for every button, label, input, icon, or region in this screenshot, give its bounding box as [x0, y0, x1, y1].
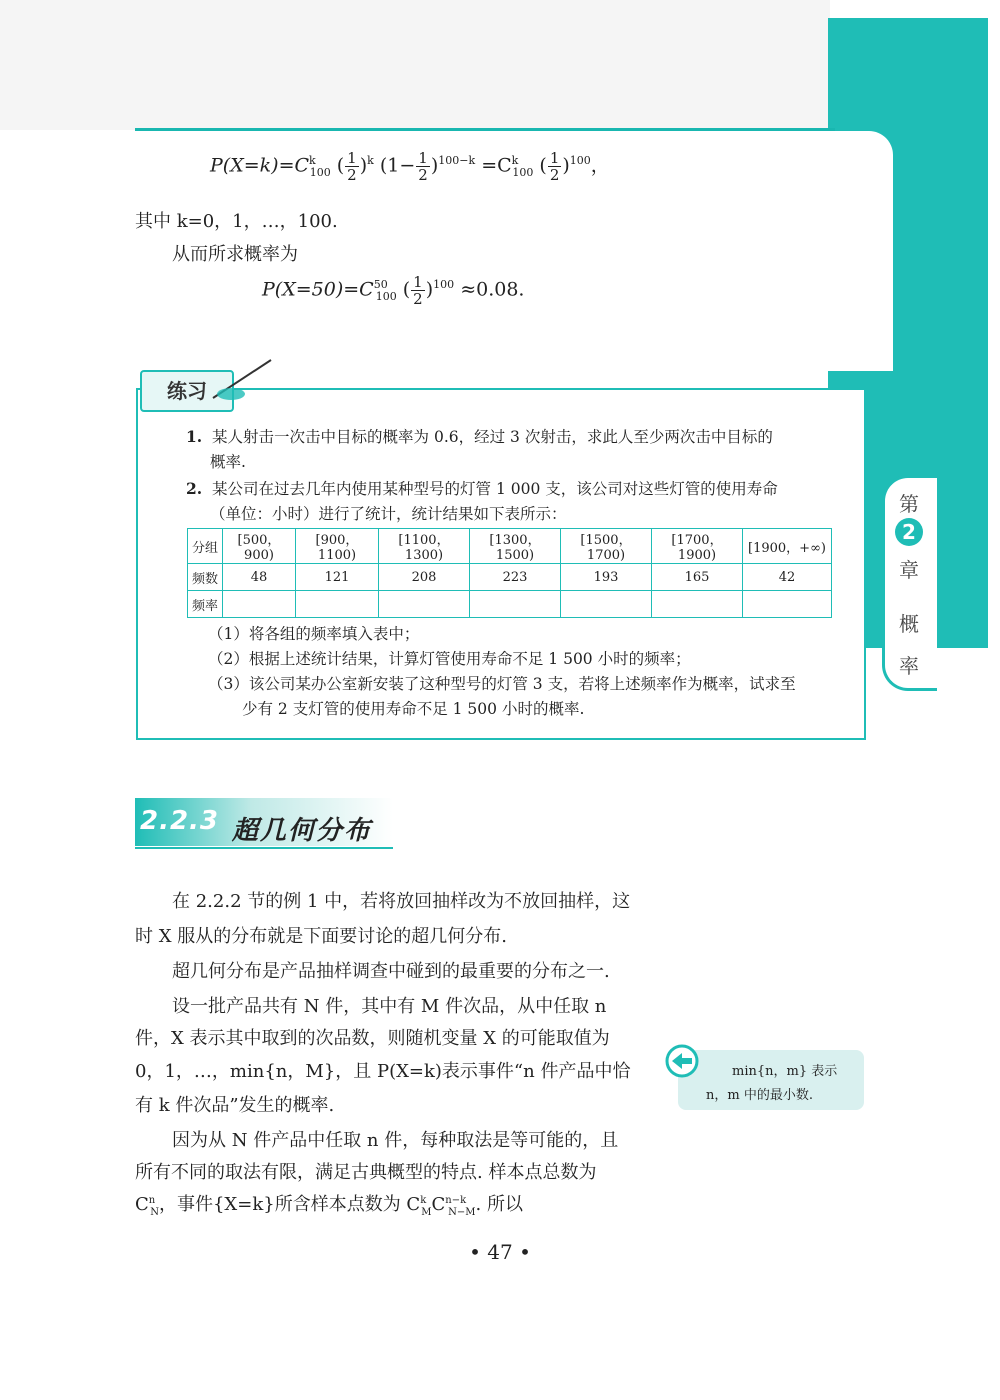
chapter-title-char: 概 — [899, 612, 919, 636]
page-number: • 47 • — [469, 1240, 531, 1264]
section-title: 超几何分布 — [232, 816, 373, 846]
paragraph-line: 设一批产品共有 N 件，其中有 M 件次品，从中任取 n — [172, 996, 607, 1017]
frequency-table — [187, 528, 832, 618]
table-cell: 208 — [379, 564, 470, 591]
paragraph-line: 有 k 件次品”发生的概率. — [135, 1095, 335, 1116]
paragraph-line: 所有不同的取法有限，满足古典概型的特点. 样本点总数为 — [135, 1162, 597, 1183]
table-cell — [296, 591, 379, 618]
table-cell — [379, 591, 470, 618]
exercise-item: 1. 某人射击一次击中目标的概率为 0.6，经过 3 次射击，求此人至少两次击中目标的 — [186, 427, 773, 446]
table-cell: 121 — [296, 564, 379, 591]
paragraph-line: 0，1，…，min{n，M}，且 P(X=k)表示事件“n 件产品中恰 — [135, 1061, 631, 1082]
binomial-formula: $P(X=k)=C^k_{100}$ ( $\frac{1}{2}$ )$^k$ (1− $\frac{1}{2}$ )$^{100-k} =C^k_{100}$ ( $\frac{1}{2}$ )$^{100}$， — [210, 149, 610, 184]
header-divider — [135, 128, 835, 131]
exercise-item: 2. 某公司在过去几年内使用某种型号的灯管 1 000 支，该公司对这些灯管的使用寿命 — [186, 479, 778, 498]
exercise-label: 练习 — [140, 370, 234, 412]
sub-question: （3）该公司某办公室新安装了这种型号的灯管 3 支，若将上述频率作为概率，试求至 — [208, 675, 796, 693]
table-row — [188, 529, 832, 564]
table-cell: [1300，1500) — [470, 529, 561, 564]
table-cell — [470, 591, 561, 618]
text-line: 其中 k=0，1，…，100. — [135, 211, 338, 232]
chapter-title-char: 率 — [899, 654, 919, 678]
table-cell: [1500，1700) — [561, 529, 652, 564]
paragraph-line: 时 X 服从的分布就是下面要讨论的超几何分布. — [135, 926, 507, 947]
table-row — [188, 564, 832, 591]
table-cell: 42 — [743, 564, 832, 591]
table-cell — [561, 591, 652, 618]
table-cell — [652, 591, 743, 618]
paragraph-line: 超几何分布是产品抽样调查中碰到的最重要的分布之一. — [172, 961, 610, 982]
chapter-number-badge: 2 — [895, 518, 923, 546]
table-cell: 223 — [470, 564, 561, 591]
paragraph-line: 因为从 N 件产品中任取 n 件，每种取法是等可能的，且 — [172, 1130, 619, 1151]
chapter-label-char: 第 — [899, 492, 919, 516]
table-cell — [223, 591, 296, 618]
probability-formula: $P(X=50)=C^{50}_{100}$ ( $\frac{1}{2}$ )$^{100}$ ≈0.08. — [262, 273, 525, 308]
chapter-tab — [882, 475, 937, 691]
table-cell: 分组 — [188, 529, 223, 564]
note-line: min{n，m} 表示 — [732, 1064, 838, 1079]
table-cell: [1100，1300) — [379, 529, 470, 564]
pen-icon — [205, 356, 277, 406]
sub-question: （2）根据上述统计结果，计算灯管使用寿命不足 1 500 小时的频率； — [208, 650, 691, 668]
paragraph-line: $C^n_N$，事件{X=k}所含样本点数为 $C^k_MC^{n-k}_{N-M}$. 所以 — [135, 1194, 523, 1218]
exercise-item-cont: 概率. — [210, 453, 246, 471]
note-line: n，m 中的最小数. — [706, 1088, 813, 1103]
table-cell: 48 — [223, 564, 296, 591]
table-cell: [1900，+∞) — [743, 529, 832, 564]
text-line: 从而所求概率为 — [172, 244, 298, 265]
table-cell — [743, 591, 832, 618]
exercise-item-cont: （单位：小时）进行了统计，统计结果如下表所示： — [210, 505, 567, 523]
table-cell: [1700，1900) — [652, 529, 743, 564]
paragraph-line: 在 2.2.2 节的例 1 中，若将放回抽样改为不放回抽样，这 — [172, 891, 631, 912]
side-note — [678, 1050, 864, 1110]
chapter-label-char: 章 — [899, 558, 919, 582]
table-cell: [900，1100) — [296, 529, 379, 564]
table-cell: 频率 — [188, 591, 223, 618]
sub-question-cont: 少有 2 支灯管的使用寿命不足 1 500 小时的概率. — [242, 700, 585, 718]
table-cell: 频数 — [188, 564, 223, 591]
table-cell: 193 — [561, 564, 652, 591]
paragraph-line: 件，X 表示其中取到的次品数，则随机变量 X 的可能取值为 — [135, 1028, 610, 1049]
sub-question: （1）将各组的频率填入表中； — [208, 625, 420, 643]
table-cell: 165 — [652, 564, 743, 591]
section-number: 2.2.3 — [140, 806, 220, 836]
table-cell: [500，900) — [223, 529, 296, 564]
arrow-left-icon — [664, 1044, 704, 1078]
table-row — [188, 591, 832, 618]
header-band — [0, 0, 830, 130]
